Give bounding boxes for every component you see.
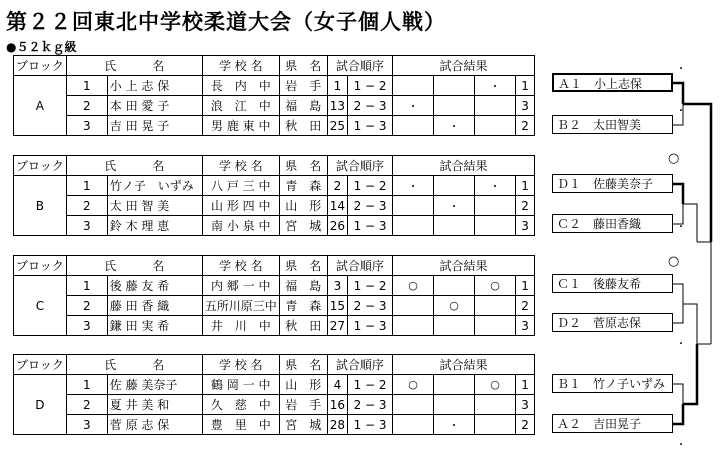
player-name: 夏 井 美 和 (107, 395, 202, 415)
entry-number: 3 (66, 116, 107, 136)
school-name: 山 形 四 中 (202, 196, 279, 216)
result-mark: ・ (434, 116, 475, 136)
entry-number: 2 (66, 296, 107, 316)
player-name: 後 藤 友 希 (107, 276, 202, 296)
draw-number: 26 (327, 216, 347, 236)
placement: 2 (516, 415, 535, 435)
player-name: 菅 原 志 保 (107, 415, 202, 435)
page-title: 第２２回東北中学校柔道大会（女子個人戦） (6, 10, 446, 34)
placement: 1 (516, 276, 535, 296)
result-mark: ・ (393, 176, 434, 196)
bracket-mark-circle: ○ (668, 151, 680, 166)
header-school: 学 校 名 (202, 156, 279, 176)
draw-number: 13 (327, 96, 347, 116)
header-result: 試合結果 (393, 355, 535, 375)
bracket-entry-b2: Ｂ２ 太田智美 (552, 115, 673, 134)
draw-number: 14 (327, 196, 347, 216)
header-pref: 県 名 (279, 56, 327, 76)
school-name: 五所川原三中 (202, 296, 279, 316)
entry-number: 1 (66, 276, 107, 296)
header-block: ブロック (14, 156, 67, 176)
result-mark: ・ (434, 415, 475, 435)
match-order: 1 − 2 (348, 76, 393, 96)
draw-number: 27 (327, 316, 347, 336)
header-result: 試合結果 (393, 256, 535, 276)
player-name: 吉 田 晃 子 (107, 116, 202, 136)
player-name: 竹ノ子 いずみ (107, 176, 202, 196)
header-pref: 県 名 (279, 355, 327, 375)
bracket-mark-dot: ・ (676, 222, 686, 233)
draw-number: 3 (327, 276, 347, 296)
entry-number: 1 (66, 176, 107, 196)
block-label: C (14, 276, 67, 336)
result-mark: ・ (475, 176, 516, 196)
prefecture: 青 森 (279, 176, 327, 196)
match-order: 1 − 3 (348, 116, 393, 136)
school-name: 八 戸 三 中 (202, 176, 279, 196)
school-name: 鶴 岡 一 中 (202, 375, 279, 395)
entry-number: 2 (66, 96, 107, 116)
player-name: 本 田 愛 子 (107, 96, 202, 116)
school-name: 久 慈 中 (202, 395, 279, 415)
header-order: 試合順序 (327, 56, 392, 76)
header-block: ブロック (14, 355, 67, 375)
match-order: 1 − 2 (348, 375, 393, 395)
bracket-entry-a2: Ａ２ 吉田晃子 (552, 414, 673, 433)
bracket-entry-d1: Ｄ１ 佐藤美奈子 (552, 174, 673, 193)
draw-number: 28 (327, 415, 347, 435)
match-order: 1 − 3 (348, 216, 393, 236)
match-order: 1 − 2 (348, 276, 393, 296)
placement: 2 (516, 116, 535, 136)
match-order: 2 − 3 (348, 395, 393, 415)
match-order: 2 − 3 (348, 296, 393, 316)
bracket-mark-dot: ・ (676, 106, 686, 117)
header-order: 試合順序 (327, 156, 392, 176)
school-name: 浪 江 中 (202, 96, 279, 116)
header-result: 試合結果 (393, 56, 535, 76)
match-order: 1 − 3 (348, 316, 393, 336)
prefecture: 青 森 (279, 296, 327, 316)
draw-number: 25 (327, 116, 347, 136)
bracket-mark-dot: ・ (676, 440, 686, 451)
entry-number: 3 (66, 415, 107, 435)
header-name: 氏 名 (66, 256, 202, 276)
bracket-entry-a1: Ａ１ 小上志保 (552, 73, 673, 92)
result-mark: ○ (475, 375, 516, 395)
prefecture: 秋 田 (279, 116, 327, 136)
result-mark: ○ (475, 276, 516, 296)
result-mark: ○ (393, 276, 434, 296)
player-name: 鈴 木 理 恵 (107, 216, 202, 236)
entry-number: 1 (66, 76, 107, 96)
header-block: ブロック (14, 56, 67, 76)
player-name: 太 田 智 美 (107, 196, 202, 216)
match-order: 2 − 3 (348, 96, 393, 116)
school-name: 長 内 中 (202, 76, 279, 96)
result-mark: ・ (434, 196, 475, 216)
placement: 1 (516, 375, 535, 395)
block-label: D (14, 375, 67, 435)
block-label: B (14, 176, 67, 236)
entry-number: 2 (66, 196, 107, 216)
result-mark: ・ (393, 96, 434, 116)
bracket-entry-c2: Ｃ２ 藤田香織 (552, 214, 673, 233)
placement: 3 (516, 395, 535, 415)
header-school: 学 校 名 (202, 355, 279, 375)
header-order: 試合順序 (327, 256, 392, 276)
match-order: 1 − 3 (348, 415, 393, 435)
placement: 3 (516, 96, 535, 116)
header-order: 試合順序 (327, 355, 392, 375)
header-block: ブロック (14, 256, 67, 276)
school-name: 内 郷 一 中 (202, 276, 279, 296)
match-order: 2 − 3 (348, 196, 393, 216)
bracket-entry-d2: Ｄ２ 菅原志保 (552, 313, 673, 332)
entry-number: 3 (66, 316, 107, 336)
prefecture: 宮 城 (279, 415, 327, 435)
prefecture: 宮 城 (279, 216, 327, 236)
result-mark: ○ (434, 296, 475, 316)
bracket-entry-c1: Ｃ１ 後藤友希 (552, 274, 673, 293)
prefecture: 山 形 (279, 375, 327, 395)
bracket-entry-b1: Ｂ１ 竹ノ子いずみ (552, 374, 673, 393)
result-mark: ○ (393, 375, 434, 395)
player-name: 佐 藤 美奈子 (107, 375, 202, 395)
school-name: 男 鹿 東 中 (202, 116, 279, 136)
prefecture: 秋 田 (279, 316, 327, 336)
placement: 2 (516, 196, 535, 216)
placement: 3 (516, 316, 535, 336)
entry-number: 3 (66, 216, 107, 236)
header-result: 試合結果 (393, 156, 535, 176)
header-pref: 県 名 (279, 256, 327, 276)
header-name: 氏 名 (66, 355, 202, 375)
prefecture: 岩 手 (279, 395, 327, 415)
draw-number: 15 (327, 296, 347, 316)
header-name: 氏 名 (66, 56, 202, 76)
placement: 2 (516, 296, 535, 316)
weight-class-label: ●５２ｋｇ級 (6, 40, 77, 54)
placement: 3 (516, 216, 535, 236)
header-name: 氏 名 (66, 156, 202, 176)
prefecture: 福 島 (279, 96, 327, 116)
result-mark: ・ (475, 76, 516, 96)
entry-number: 1 (66, 375, 107, 395)
prefecture: 岩 手 (279, 76, 327, 96)
school-name: 豊 里 中 (202, 415, 279, 435)
player-name: 小 上 志 保 (107, 76, 202, 96)
school-name: 南 小 泉 中 (202, 216, 279, 236)
placement: 1 (516, 76, 535, 96)
header-school: 学 校 名 (202, 256, 279, 276)
bracket-mark-dot: ・ (676, 339, 686, 350)
prefecture: 山 形 (279, 196, 327, 216)
draw-number: 1 (327, 76, 347, 96)
prefecture: 福 島 (279, 276, 327, 296)
block-label: A (14, 76, 67, 136)
draw-number: 16 (327, 395, 347, 415)
bracket-mark-circle: ○ (668, 254, 680, 269)
player-name: 鎌 田 実 希 (107, 316, 202, 336)
header-pref: 県 名 (279, 156, 327, 176)
placement: 1 (516, 176, 535, 196)
bracket-mark-dot: ・ (676, 64, 686, 75)
school-name: 井 川 中 (202, 316, 279, 336)
header-school: 学 校 名 (202, 56, 279, 76)
player-name: 藤 田 香 織 (107, 296, 202, 316)
match-order: 1 − 2 (348, 176, 393, 196)
entry-number: 2 (66, 395, 107, 415)
draw-number: 4 (327, 375, 347, 395)
draw-number: 2 (327, 176, 347, 196)
